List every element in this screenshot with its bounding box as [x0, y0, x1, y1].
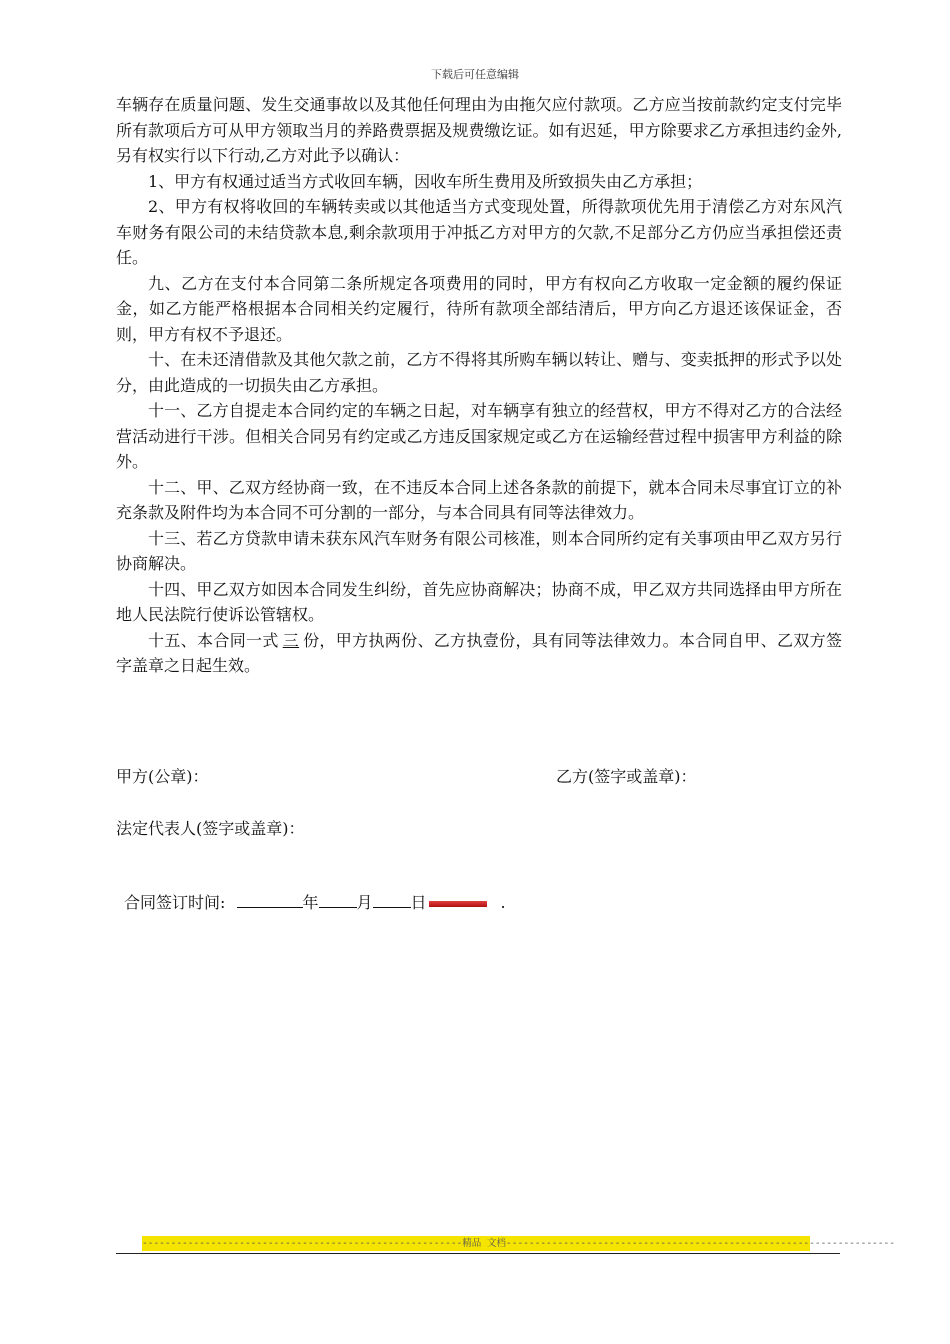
day-label: 日: [410, 893, 427, 912]
year-label: 年: [302, 893, 319, 912]
year-blank: [237, 891, 303, 908]
paragraph-article-15: [116, 628, 842, 679]
party-a-signature: 甲方(公章)：: [116, 767, 209, 786]
paragraph-article-14: 十四、甲乙双方如因本合同发生纠纷，首先应协商解决；协商不成，甲乙双方共同选择由甲方所在地人民法院行使诉讼管辖权。: [116, 579, 842, 624]
date-line-end: .: [500, 893, 506, 912]
signing-date-line: [124, 890, 506, 913]
paragraph-continuation: 车辆存在质量问题、发生交通事故以及其他任何理由为由拖欠应付款项。乙方应当按前款约定支付完毕所有款项后方可从甲方领取当月的养路费票据及规费缴讫证。如有迟延，甲方除要求乙方承担违约金外,另有权实行以下行动,乙方对此予以确认：: [116, 95, 842, 165]
month-label: 月: [356, 893, 373, 912]
paragraph-article-12: 十二、甲、乙双方经协商一致，在不违反本合同上述各条款的前提下，就本合同未尽事宜订立的补充条款及附件均为本合同不可分割的一部分，与本合同具有同等法律效力。: [116, 477, 842, 522]
page-header: 下载后可任意编辑: [431, 68, 519, 81]
footer-rule: [116, 1253, 840, 1254]
paragraph-article-10: 十、在未还清借款及其他欠款之前，乙方不得将其所购车辆以转让、赠与、变卖抵押的形式予以处分，由此造成的一切损失由乙方承担。: [116, 350, 842, 395]
contract-body: [116, 92, 842, 679]
signing-date-label: 合同签订时间:: [124, 893, 226, 912]
paragraph-clause-1: 1、甲方有权通过适当方式收回车辆，因收车所生费用及所致损失由乙方承担；: [148, 171, 703, 191]
paragraph-article-11: 十一、乙方自提走本合同约定的车辆之日起，对车辆享有独立的经营权，甲方不得对乙方的合法经营活动进行干涉。但相关合同另有约定或乙方违反国家规定或乙方在运输经营过程中损害甲方利益的除外。: [116, 401, 842, 471]
footer-band: --------------------------------------------------------精品 文档--------------------------------------------------------------------: [142, 1238, 895, 1249]
paragraph-article-13: 十三、若乙方贷款申请未获东风汽车财务有限公司核准，则本合同所约定有关事项由甲乙双方另行协商解决。: [116, 528, 842, 573]
paragraph-clause-2: 2、甲方有权将收回的车辆转卖或以其他适当方式变现处置，所得款项优先用于清偿乙方对东风汽车财务有限公司的未结贷款本息,剩余款项用于冲抵乙方对甲方的欠款,不足部分乙方仍应当承担偿还责任。: [116, 197, 842, 267]
paragraph-article-9: 九、乙方在支付本合同第二条所规定各项费用的同时，甲方有权向乙方收取一定金额的履约保证金，如乙方能严格根据本合同相关约定履行，待所有款项全部结清后，甲方向乙方退还该保证金，否则，甲方有权不予退还。: [116, 273, 842, 344]
party-b-signature: 乙方(签字或盖章)：: [556, 767, 697, 786]
copies-count: 三: [282, 630, 300, 650]
day-blank: [373, 891, 411, 908]
article-15-prefix: 十五、本合同一式: [148, 630, 279, 650]
legal-representative-signature: 法定代表人(签字或盖章)：: [116, 819, 305, 838]
page-footer: [116, 1236, 895, 1254]
article-15-suffix: 份，甲方执两份、乙方执壹份，具有同等法律效力。本合同自甲、乙双方签字盖章之日起生效。: [116, 630, 842, 675]
month-blank: [319, 891, 357, 908]
red-seal-mark: [429, 901, 487, 907]
